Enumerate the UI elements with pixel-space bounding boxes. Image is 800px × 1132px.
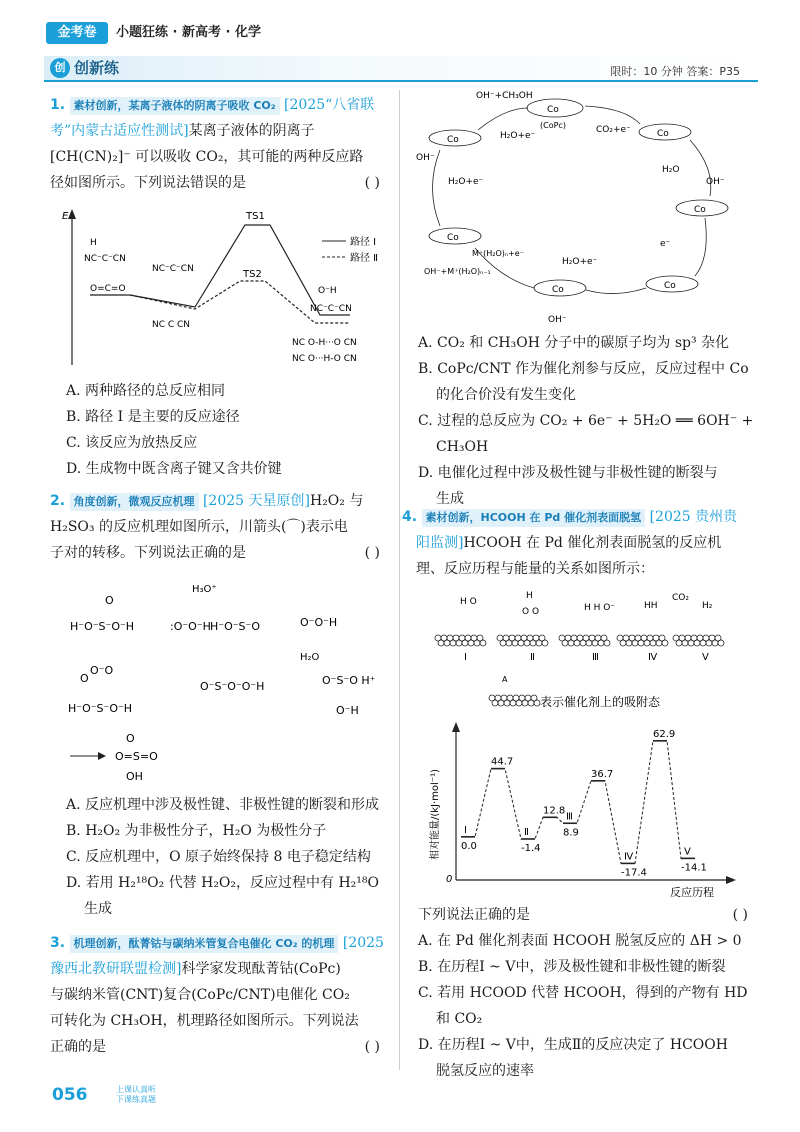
pd-atom-legend [522, 700, 528, 706]
q4-tag: 素材创新，HCOOH 在 Pd 催化剂表面脱氢 [422, 509, 646, 527]
q3-label-h2o-e: H₂O+e⁻ [500, 131, 536, 141]
pd-atom [574, 640, 580, 646]
q1-stem-2: [CH(CN)₂]⁻ 可以吸收 CO₂，其可能的两种反应路 [50, 149, 364, 165]
q1-ts1: TS1 [246, 211, 265, 222]
svg-text:Co: Co [657, 129, 669, 139]
q1-option-b[interactable]: B. 路径 Ⅰ 是主要的反应途径 [66, 409, 240, 425]
pd-atom [512, 640, 518, 646]
svg-text:O O: O O [522, 607, 540, 617]
svg-text:H⁻O⁻S⁻O⁻H: H⁻O⁻S⁻O⁻H [68, 702, 133, 715]
q1-legend-1: 路径 Ⅰ [350, 237, 377, 248]
innovation-icon: 创 [50, 58, 70, 78]
svg-text:H⁻O⁻S⁻O: H⁻O⁻S⁻O [210, 620, 260, 633]
q2-answer-bracket: ( ) [364, 545, 380, 561]
q4-co2: CO₂ [672, 593, 689, 603]
q1-energy-diagram [60, 205, 395, 370]
q4-stem-2: 理、反应历程与能量的关系如图所示： [416, 561, 654, 577]
q1-number: 1. [50, 97, 66, 113]
svg-text:Co: Co [552, 285, 564, 295]
q4-state-label: Ⅱ [524, 826, 529, 838]
q4-x-label: 反应历程 [670, 886, 714, 899]
svg-text:H H O⁻: H H O⁻ [584, 603, 616, 613]
pd-atom [506, 640, 512, 646]
q4-state-label: Ⅴ [684, 846, 691, 858]
svg-text:O⁻O⁻H: O⁻O⁻H [300, 616, 338, 629]
q4-option-b[interactable]: B. 在历程Ⅰ ~ Ⅴ中，涉及极性键和非极性键的断裂 [418, 959, 726, 975]
svg-text:NC⁻C⁻CN: NC⁻C⁻CN [84, 254, 126, 264]
pd-atom-legend [498, 700, 504, 706]
q4-source: [2025 贵州贵 [649, 509, 738, 525]
pd-atom [644, 640, 650, 646]
q3-label-e: e⁻ [660, 239, 671, 249]
q2-option-d[interactable]: D. 若用 H₂¹⁸O₂ 代替 H₂O₂，反应过程中有 H₂¹⁸O [66, 875, 379, 891]
q4-value-label: -17.4 [621, 867, 647, 879]
q4-value-label: -14.1 [681, 862, 707, 874]
q4-value-label: 0.0 [461, 840, 477, 852]
pd-atom [700, 640, 706, 646]
pd-atom [638, 640, 644, 646]
pd-atom [688, 640, 694, 646]
q3-label-oh: OH⁻ [706, 177, 725, 187]
svg-text:NC C CN: NC C CN [152, 320, 191, 330]
q2-option-a[interactable]: A. 反应机理中涉及极性键、非极性键的断裂和形成 [66, 797, 380, 813]
q3-label-top: OH⁻+CH₃OH [476, 91, 533, 101]
svg-text:H: H [90, 238, 97, 248]
q3-option-b[interactable]: B. CoPc/CNT 作为催化剂参与反应，反应过程中 Co [418, 361, 749, 377]
pd-atom [480, 640, 486, 646]
q1-stem: 某离子液体的阴离子 [188, 123, 315, 139]
pd-atom [450, 640, 456, 646]
q3-stem-4: 正确的是 [50, 1039, 106, 1055]
q4-options [418, 902, 758, 1084]
column-divider [399, 90, 400, 1070]
q4-option-c-cont: 和 CO₂ [436, 1011, 483, 1027]
q3-label-m: M⁺(H₂O)ₙ+e⁻ [472, 249, 524, 258]
pd-atom [444, 640, 450, 646]
q4-stage-5: Ⅴ [702, 652, 709, 663]
q4-state-label: Ⅳ [624, 851, 634, 863]
svg-text:Co: Co [447, 233, 459, 243]
pd-atom [656, 640, 662, 646]
q4-energy-chart [420, 720, 750, 905]
pd-atom [500, 640, 506, 646]
question-3 [50, 930, 390, 1060]
svg-text:O⁻S⁻O⁻O⁻H: O⁻S⁻O⁻O⁻H [200, 680, 265, 693]
pd-atom [524, 640, 530, 646]
svg-text:H₂O: H₂O [300, 652, 320, 663]
q1-stem-3: 径如图所示。下列说法错误的是 [50, 175, 246, 191]
q2-options [66, 792, 396, 922]
svg-text:H: H [526, 591, 533, 601]
q4-source-cont: 阳监测] [416, 535, 464, 551]
pd-atom [474, 640, 480, 646]
pd-atom [620, 640, 626, 646]
pd-atom [586, 640, 592, 646]
series-badge: 金考卷 [46, 22, 108, 44]
pd-atom [468, 640, 474, 646]
svg-text:Co: Co [447, 135, 459, 145]
q2-tag: 角度创新，微观反应机理 [70, 493, 199, 511]
q4-stage-2: Ⅱ [530, 652, 535, 663]
q3-source: [2025 [342, 935, 384, 951]
q4-state-label: Ⅲ [566, 811, 573, 823]
q1-legend-2: 路径 Ⅱ [350, 253, 379, 264]
q4-option-d[interactable]: D. 在历程Ⅰ ~ Ⅴ中，生成Ⅱ的反应决定了 HCOOH [418, 1037, 728, 1053]
pd-atom [592, 640, 598, 646]
q4-value-label: 44.7 [491, 756, 514, 768]
q3-option-b-cont: 的化合价没有发生变化 [436, 387, 576, 403]
svg-text:NC O-H···O CN: NC O-H···O CN [292, 338, 357, 348]
svg-text:O=S=O: O=S=O [115, 750, 158, 763]
svg-text:O: O [126, 732, 135, 745]
q3-label-m2: OH⁻+M⁺(H₂O)ₙ₋₁ [424, 267, 491, 276]
q1-option-d[interactable]: D. 生成物中既含离子键又含共价键 [66, 461, 282, 477]
q3-options [418, 330, 758, 512]
svg-text:H₃O⁺: H₃O⁺ [192, 584, 217, 595]
series-title: 小题狂练 · 新高考 · 化学 [116, 25, 261, 40]
q4-stage-3: Ⅲ [592, 652, 599, 663]
q3-label-h2o: H₂O [662, 165, 680, 175]
pd-atom-legend [510, 700, 516, 706]
pd-atom [598, 640, 604, 646]
q2-option-b[interactable]: B. H₂O₂ 为非极性分子，H₂O 为极性分子 [66, 823, 327, 839]
pd-atom [626, 640, 632, 646]
q1-answer-bracket: ( ) [364, 175, 380, 191]
pd-atom [542, 640, 548, 646]
pd-atom [694, 640, 700, 646]
svg-text:O⁻H: O⁻H [336, 704, 359, 717]
q4-stem: HCOOH 在 Pd 催化剂表面脱氢的反应机 [463, 535, 722, 551]
pd-atom [662, 640, 668, 646]
q1-tag: 素材创新，某离子液体的阴离子吸收 CO₂ [70, 97, 280, 115]
q3-option-a[interactable]: A. CO₂ 和 CH₃OH 分子中的碳原子均为 sp³ 杂化 [418, 335, 730, 351]
q1-source: [2025“八省联考”内蒙古适应性测试] [50, 97, 375, 139]
pd-atom [518, 640, 524, 646]
q4-stage-1: Ⅰ [464, 652, 467, 663]
question-1 [50, 92, 390, 196]
q3-number: 3. [50, 935, 66, 951]
q1-axis-e: E [62, 211, 69, 222]
pd-atom [536, 640, 542, 646]
q3-catalytic-cycle [410, 88, 755, 328]
q1-options [66, 378, 396, 482]
svg-text:HH: HH [644, 601, 658, 611]
svg-text:O⁻S⁻O H⁺: O⁻S⁻O H⁺ [322, 674, 376, 687]
svg-text:O: O [105, 594, 114, 607]
q2-option-d-cont: 生成 [84, 901, 112, 917]
q4-number: 4. [402, 509, 418, 525]
q4-h2: H₂ [702, 601, 713, 611]
q2-stem-3: 子对的转移。下列说法正确的是 [50, 545, 246, 561]
pd-atom [632, 640, 638, 646]
svg-text:OH⁻: OH⁻ [548, 315, 567, 325]
pd-atom [530, 640, 536, 646]
pd-atom [462, 640, 468, 646]
q4-legend-text: 表示催化剂上的吸附态 [540, 695, 661, 709]
pd-atom [456, 640, 462, 646]
q4-option-a[interactable]: A. 在 Pd 催化剂表面 HCOOH 脱氢反应的 ΔH > 0 [418, 933, 742, 949]
q2-stem: H₂O₂ 与 [309, 493, 364, 509]
question-2 [50, 488, 390, 566]
svg-text:Co: Co [694, 205, 706, 215]
q4-answer-bracket: ( ) [732, 907, 748, 923]
pd-atom [682, 640, 688, 646]
svg-text:NC⁻C⁻CN: NC⁻C⁻CN [152, 264, 194, 274]
pd-atom [580, 640, 586, 646]
q4-legend-a: A [502, 675, 508, 684]
svg-text:H⁻O⁻S⁻O⁻H: H⁻O⁻S⁻O⁻H [70, 620, 135, 633]
q3-copc: (CoPc) [540, 121, 566, 130]
svg-text:OH: OH [126, 770, 143, 783]
pd-atom [712, 640, 718, 646]
section-title: 创新练 [74, 59, 120, 77]
svg-text:Co: Co [664, 281, 676, 291]
q2-stem-2: H₂SO₃ 的反应机理如图所示，川箭头(⌒)表示电 [50, 519, 348, 535]
q2-mechanism-diagram [60, 572, 395, 792]
q1-co2: O=C=O [90, 284, 126, 294]
q4-value-label: 62.9 [653, 728, 676, 740]
svg-text:OH⁻: OH⁻ [416, 153, 435, 163]
footer-slogan [116, 1085, 156, 1105]
pd-atom [650, 640, 656, 646]
footer-slogan-1: 上课认真听 [116, 1085, 156, 1094]
q3-stem-2: 与碳纳米管(CNT)复合(CoPc/CNT)电催化 CO₂ [50, 987, 350, 1003]
q3-option-c[interactable]: C. 过程的总反应为 CO₂ + 6e⁻ + 5H₂O ══ 6OH⁻ + [418, 413, 754, 429]
q4-value-label: 12.8 [543, 805, 566, 817]
svg-text::O⁻O⁻H: :O⁻O⁻H [170, 620, 211, 633]
q3-tag: 机理创新，酞菁钴与碳纳米管复合电催化 CO₂ 的机理 [70, 935, 339, 953]
q2-source: [2025 天星原创] [202, 493, 310, 509]
q3-co-1: Co [547, 105, 559, 115]
pd-atom [676, 640, 682, 646]
svg-text:H O: H O [460, 597, 477, 607]
q3-option-d[interactable]: D. 电催化过程中涉及极性键与非极性键的断裂与 [418, 465, 718, 481]
q1-option-c[interactable]: C. 该反应为放热反应 [66, 435, 198, 451]
q2-number: 2. [50, 493, 66, 509]
pd-atom [438, 640, 444, 646]
q3-option-d-cont: 生成 [436, 491, 464, 507]
q4-y-label: 相对能量/(kJ·mol⁻¹) [430, 768, 441, 860]
q3-answer-bracket: ( ) [364, 1039, 380, 1055]
q3-label-co2-e: CO₂+e⁻ [596, 125, 631, 135]
question-4 [402, 504, 752, 582]
pd-atom-legend [504, 700, 510, 706]
svg-text:NC⁻C⁻CN: NC⁻C⁻CN [310, 304, 352, 314]
q4-option-c[interactable]: C. 若用 HCOOD 代替 HCOOH，得到的产物有 HD [418, 985, 748, 1001]
pd-atom-legend [528, 700, 534, 706]
q3-option-c-cont: CH₃OH [436, 439, 489, 455]
q1-ts2: TS2 [243, 269, 262, 280]
q3-source-cont: 豫西北教研联盟检测] [50, 961, 182, 977]
q4-value-label: -1.4 [521, 842, 541, 854]
pd-atom [562, 640, 568, 646]
q3-label-h2o-e3: H₂O+e⁻ [562, 257, 598, 267]
q4-origin: 0 [446, 874, 453, 885]
page-number: 056 [52, 1085, 88, 1105]
pd-atom [568, 640, 574, 646]
q3-stem-3: 可转化为 CH₃OH，机理路径如图所示。下列说法 [50, 1013, 359, 1029]
pd-atom-legend [492, 700, 498, 706]
svg-text:O: O [80, 672, 89, 685]
pd-atom [718, 640, 724, 646]
svg-text:O⁻H: O⁻H [318, 286, 337, 296]
q1-option-a[interactable]: A. 两种路径的总反应相同 [66, 383, 226, 399]
q4-value-label: 8.9 [563, 827, 579, 839]
q2-option-c[interactable]: C. 反应机理中，O 原子始终保持 8 电子稳定结构 [66, 849, 371, 865]
svg-text:NC O···H-O CN: NC O···H-O CN [292, 354, 357, 364]
q4-stage-4: Ⅳ [648, 652, 658, 663]
section-meta: 限时：10 分钟 答案：P35 [610, 65, 740, 78]
pd-atom-legend [516, 700, 522, 706]
q3-stem: 科学家发现酞菁钴(CoPc) [181, 961, 341, 977]
pd-atom [706, 640, 712, 646]
footer-slogan-2: 下课练真题 [116, 1095, 156, 1104]
q4-adsorption-figure [430, 586, 730, 716]
q3-label-h2o-e2: H₂O+e⁻ [448, 177, 484, 187]
q4-option-d-cont: 脱氢反应的速率 [436, 1063, 534, 1079]
svg-text:O⁻O: O⁻O [90, 664, 114, 677]
pd-atom [604, 640, 610, 646]
q4-ask: 下列说法正确的是 [418, 907, 530, 923]
q4-state-label: Ⅰ [464, 824, 467, 836]
q4-value-label: 36.7 [591, 768, 614, 780]
